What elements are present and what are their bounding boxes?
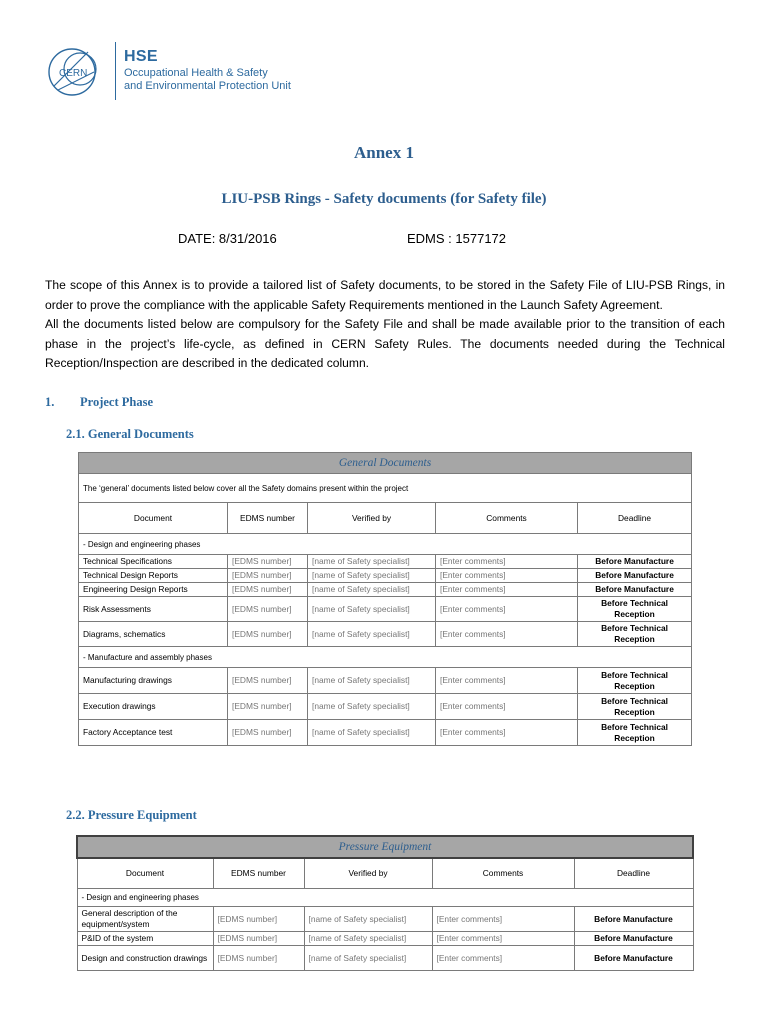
cell-edms: [EDMS number] bbox=[213, 946, 304, 971]
col-header-comments: Comments bbox=[436, 503, 578, 534]
section-1-number: 1. bbox=[45, 395, 55, 409]
table-row bbox=[77, 932, 693, 946]
table-header-row bbox=[79, 503, 692, 534]
cell-deadline: Before Technical Reception bbox=[578, 597, 692, 622]
unit-title: HSE bbox=[124, 48, 158, 65]
doc-edms: EDMS : 1577172 bbox=[407, 231, 507, 246]
cell-edms: [EDMS number] bbox=[213, 907, 304, 932]
cell-edms: [EDMS number] bbox=[228, 555, 308, 569]
table-row bbox=[79, 555, 692, 569]
table-row bbox=[79, 720, 692, 746]
pressure-equipment-table bbox=[76, 835, 694, 971]
cell-verified: [name of Safety specialist] bbox=[308, 555, 436, 569]
cell-document: Risk Assessments bbox=[79, 597, 228, 622]
cell-verified: [name of Safety specialist] bbox=[308, 622, 436, 647]
logo-text: CERN bbox=[59, 68, 88, 79]
cell-edms: [EDMS number] bbox=[228, 583, 308, 597]
header-divider bbox=[115, 42, 116, 100]
cell-verified: [name of Safety specialist] bbox=[304, 907, 432, 932]
col-header-verified: Verified by bbox=[304, 858, 432, 889]
cern-logo-icon bbox=[44, 42, 104, 102]
cell-document: P&ID of the system bbox=[77, 932, 213, 946]
table-row bbox=[79, 597, 692, 622]
cell-comments: [Enter comments] bbox=[432, 907, 574, 932]
cell-verified: [name of Safety specialist] bbox=[308, 668, 436, 694]
cell-deadline: Before Manufacture bbox=[574, 907, 693, 932]
cell-comments: [Enter comments] bbox=[436, 668, 578, 694]
col-header-comments: Comments bbox=[432, 858, 574, 889]
intro-text bbox=[45, 276, 725, 374]
section-1-heading bbox=[45, 395, 153, 410]
table-row bbox=[79, 694, 692, 720]
general-documents-table bbox=[78, 452, 692, 746]
cell-verified: [name of Safety specialist] bbox=[308, 569, 436, 583]
cell-verified: [name of Safety specialist] bbox=[304, 946, 432, 971]
cell-verified: [name of Safety specialist] bbox=[308, 583, 436, 597]
cell-document: Technical Specifications bbox=[79, 555, 228, 569]
cell-verified: [name of Safety specialist] bbox=[304, 932, 432, 946]
cell-edms: [EDMS number] bbox=[228, 668, 308, 694]
cell-edms: [EDMS number] bbox=[213, 932, 304, 946]
cell-deadline: Before Technical Reception bbox=[578, 668, 692, 694]
table-note: The ‘general’ documents listed below cover all the Safety domains present within the project bbox=[79, 474, 692, 503]
col-header-verified: Verified by bbox=[308, 503, 436, 534]
doc-date: DATE: 8/31/2016 bbox=[178, 231, 277, 246]
col-header-deadline: Deadline bbox=[574, 858, 693, 889]
section-2-2-heading: 2.2. Pressure Equipment bbox=[66, 808, 197, 822]
cell-verified: [name of Safety specialist] bbox=[308, 597, 436, 622]
section-1-title: Project Phase bbox=[80, 395, 154, 409]
cell-comments: [Enter comments] bbox=[436, 555, 578, 569]
cell-verified: [name of Safety specialist] bbox=[308, 720, 436, 746]
table-row bbox=[79, 569, 692, 583]
table-caption: Pressure Equipment bbox=[77, 836, 693, 858]
col-header-document: Document bbox=[77, 858, 213, 889]
table-header-row bbox=[77, 858, 693, 889]
cell-deadline: Before Manufacture bbox=[574, 932, 693, 946]
intro-paragraph-1: The scope of this Annex is to provide a tailored list of Safety documents, to be stored in the Safety File of LIU-PSB Rings, in order to prove the compliance with the applicable Safety Requirements mentioned in the Launch Safety Agreement. bbox=[45, 278, 725, 312]
intro-paragraph-2: All the documents listed below are compulsory for the Safety File and shall be made available prior to the transition of each phase in the project’s life-cycle, as defined in CERN Safety Rules. The documents needed during the Technical Reception/Inspection are described in the dedicated column. bbox=[45, 317, 725, 370]
cell-edms: [EDMS number] bbox=[228, 694, 308, 720]
cell-deadline: Before Technical Reception bbox=[578, 694, 692, 720]
cell-edms: [EDMS number] bbox=[228, 720, 308, 746]
cell-deadline: Before Manufacture bbox=[574, 946, 693, 971]
phase-row: - Design and engineering phases bbox=[77, 889, 693, 907]
table-row bbox=[77, 946, 693, 971]
cell-document: Diagrams, schematics bbox=[79, 622, 228, 647]
page-subtitle: LIU-PSB Rings - Safety documents (for Safety file) bbox=[221, 191, 547, 207]
cell-comments: [Enter comments] bbox=[436, 597, 578, 622]
table-row bbox=[79, 583, 692, 597]
cell-edms: [EDMS number] bbox=[228, 622, 308, 647]
cell-comments: [Enter comments] bbox=[436, 694, 578, 720]
cell-edms: [EDMS number] bbox=[228, 569, 308, 583]
cell-comments: [Enter comments] bbox=[436, 569, 578, 583]
table-row bbox=[79, 668, 692, 694]
page-title: Annex 1 bbox=[354, 143, 414, 162]
cell-document: Factory Acceptance test bbox=[79, 720, 228, 746]
col-header-document: Document bbox=[79, 503, 228, 534]
cell-comments: [Enter comments] bbox=[436, 720, 578, 746]
table-caption: General Documents bbox=[79, 453, 692, 474]
col-header-deadline: Deadline bbox=[578, 503, 692, 534]
cell-comments: [Enter comments] bbox=[432, 932, 574, 946]
cell-deadline: Before Manufacture bbox=[578, 583, 692, 597]
cell-comments: [Enter comments] bbox=[432, 946, 574, 971]
col-header-edms: EDMS number bbox=[228, 503, 308, 534]
col-header-edms: EDMS number bbox=[213, 858, 304, 889]
cell-document: Execution drawings bbox=[79, 694, 228, 720]
page-header bbox=[44, 40, 364, 106]
cell-comments: [Enter comments] bbox=[436, 583, 578, 597]
table-row bbox=[77, 907, 693, 932]
cell-deadline: Before Manufacture bbox=[578, 569, 692, 583]
cell-document: Manufacturing drawings bbox=[79, 668, 228, 694]
cell-verified: [name of Safety specialist] bbox=[308, 694, 436, 720]
cell-deadline: Before Manufacture bbox=[578, 555, 692, 569]
cell-document: Design and construction drawings bbox=[77, 946, 213, 971]
unit-line-1: Occupational Health & Safety bbox=[124, 67, 268, 79]
section-2-1-heading: 2.1. General Documents bbox=[66, 427, 194, 441]
cell-deadline: Before Technical Reception bbox=[578, 720, 692, 746]
cell-document: Technical Design Reports bbox=[79, 569, 228, 583]
unit-line-2: and Environmental Protection Unit bbox=[124, 80, 291, 92]
cell-edms: [EDMS number] bbox=[228, 597, 308, 622]
table-row bbox=[79, 622, 692, 647]
phase-row: - Manufacture and assembly phases bbox=[79, 647, 692, 668]
cell-document: General description of the equipment/system bbox=[77, 907, 213, 932]
cell-document: Engineering Design Reports bbox=[79, 583, 228, 597]
cell-comments: [Enter comments] bbox=[436, 622, 578, 647]
phase-row: - Design and engineering phases bbox=[79, 534, 692, 555]
cell-deadline: Before Technical Reception bbox=[578, 622, 692, 647]
